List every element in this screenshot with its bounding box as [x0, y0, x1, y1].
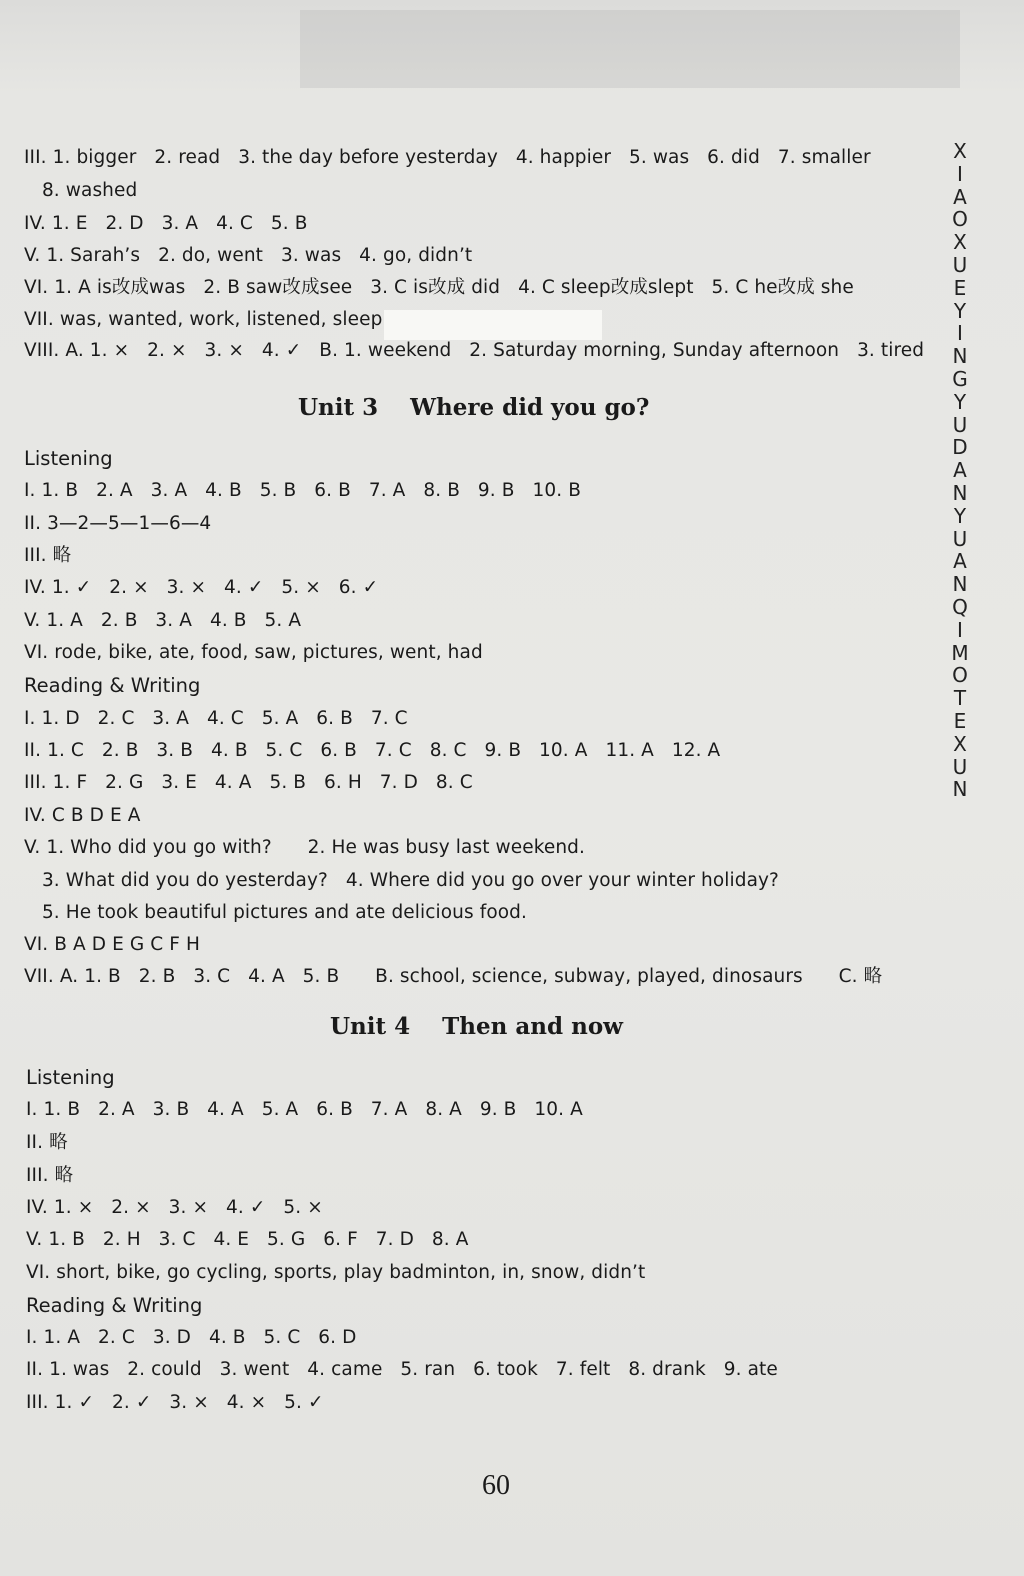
side-title-letter: U [952, 526, 968, 551]
side-title-letter: D [952, 435, 968, 460]
side-title-letter: E [953, 708, 967, 733]
answer-line: V. 1. Who did you go with? 2. He was busy last weekend. [24, 837, 586, 858]
answer-line: V. 1. A 2. B 3. A 4. B 5. A [24, 610, 302, 631]
answer-line: I. 1. B 2. A 3. B 4. A 5. A 6. B 7. A 8. A 9. B 10. A [26, 1099, 583, 1120]
answer-line: III. 1. ✓ 2. ✓ 3. × 4. × 5. ✓ [26, 1392, 324, 1413]
side-title-letter: Y [953, 298, 967, 323]
side-title-letter: N [952, 777, 968, 802]
answer-line: III. 略 [24, 545, 72, 566]
answer-line: VI. rode, bike, ate, food, saw, pictures, went, had [24, 642, 483, 663]
side-title-letter: N [952, 480, 968, 505]
side-title [946, 140, 974, 801]
side-title-letter: A [953, 458, 967, 483]
side-title-letter: I [957, 617, 963, 642]
side-title-letter: I [957, 321, 963, 346]
unit-3-title: Unit 3 Where did you go? [298, 394, 650, 421]
side-title-letter: N [952, 344, 968, 369]
side-title-letter: T [953, 686, 967, 711]
side-title-letter: Y [953, 503, 967, 528]
answer-line: II. 略 [26, 1132, 68, 1153]
side-title-letter: Q [952, 594, 968, 619]
side-title-letter: O [952, 207, 968, 232]
unit-3-rw-label: Reading & Writing [24, 674, 201, 697]
answer-line: IV. 1. ✓ 2. × 3. × 4. ✓ 5. × 6. ✓ [24, 577, 379, 598]
answer-line: I. 1. A 2. C 3. D 4. B 5. C 6. D [26, 1327, 357, 1348]
side-title-letter: N [952, 572, 968, 597]
side-title-letter: X [953, 139, 967, 163]
answer-line: 8. washed [24, 180, 138, 201]
side-title-letter: X [953, 230, 967, 255]
answer-line: I. 1. D 2. C 3. A 4. C 5. A 6. B 7. C [24, 708, 408, 729]
answer-line: IV. 1. × 2. × 3. × 4. ✓ 5. × [26, 1197, 323, 1218]
page-number: 60 [482, 1470, 510, 1501]
unit-4-rw-label: Reading & Writing [26, 1294, 203, 1317]
unit-4-title: Unit 4 Then and now [330, 1013, 623, 1040]
answer-line: VII. A. 1. B 2. B 3. C 4. A 5. B B. school, science, subway, played, dinosaurs C. 略 [24, 966, 883, 987]
answer-line: II. 1. C 2. B 3. B 4. B 5. C 6. B 7. C 8. C 9. B 10. A 11. A 12. A [24, 740, 721, 761]
side-title-letter: I [957, 161, 963, 186]
unit-4-listening-label: Listening [26, 1066, 115, 1089]
side-title-letter: M [951, 640, 969, 665]
answer-line: IV. C B D E A [24, 805, 141, 826]
side-title-letter: U [952, 252, 968, 277]
answer-line: I. 1. B 2. A 3. A 4. B 5. B 6. B 7. A 8. B 9. B 10. B [24, 480, 581, 501]
side-title-letter: Y [953, 389, 967, 414]
answer-line: V. 1. B 2. H 3. C 4. E 5. G 6. F 7. D 8. A [26, 1229, 469, 1250]
side-title-letter: E [953, 275, 967, 300]
answer-line: III. 略 [26, 1165, 74, 1186]
answer-line: II. 1. was 2. could 3. went 4. came 5. ran 6. took 7. felt 8. drank 9. ate [26, 1359, 778, 1380]
unit-3-listening-label: Listening [24, 447, 113, 470]
answer-line: III. 1. bigger 2. read 3. the day before yesterday 4. happier 5. was 6. did 7. smaller [24, 147, 871, 168]
answer-line: VIII. A. 1. × 2. × 3. × 4. ✓ B. 1. weekend 2. Saturday morning, Sunday afternoon 3. tired [24, 340, 925, 361]
answer-line: V. 1. Sarah’s 2. do, went 3. was 4. go, didn’t [24, 245, 473, 266]
side-title-letter: X [953, 731, 967, 756]
answer-line: 5. He took beautiful pictures and ate delicious food. [24, 902, 527, 923]
side-title-letter: U [952, 412, 968, 437]
side-title-letter: G [952, 366, 968, 391]
answer-line: VI. short, bike, go cycling, sports, play badminton, in, snow, didn’t [26, 1262, 646, 1283]
side-title-letter: A [953, 184, 967, 209]
answer-line: 3. What did you do yesterday? 4. Where did you go over your winter holiday? [24, 870, 779, 891]
answer-line: III. 1. F 2. G 3. E 4. A 5. B 6. H 7. D 8. C [24, 772, 473, 793]
answer-line: VII. was, wanted, work, listened, sleep [24, 309, 383, 330]
answer-line: IV. 1. E 2. D 3. A 4. C 5. B [24, 213, 308, 234]
answer-line: II. 3—2—5—1—6—4 [24, 513, 212, 534]
answer-line: VI. B A D E G C F H [24, 934, 201, 955]
side-title-letter: O [952, 663, 968, 688]
side-title-letter: A [953, 549, 967, 574]
answer-line: VI. 1. A is改成was 2. B saw改成see 3. C is改成 did 4. C sleep改成slept 5. C he改成 she [24, 277, 854, 298]
side-title-letter: U [952, 754, 968, 779]
